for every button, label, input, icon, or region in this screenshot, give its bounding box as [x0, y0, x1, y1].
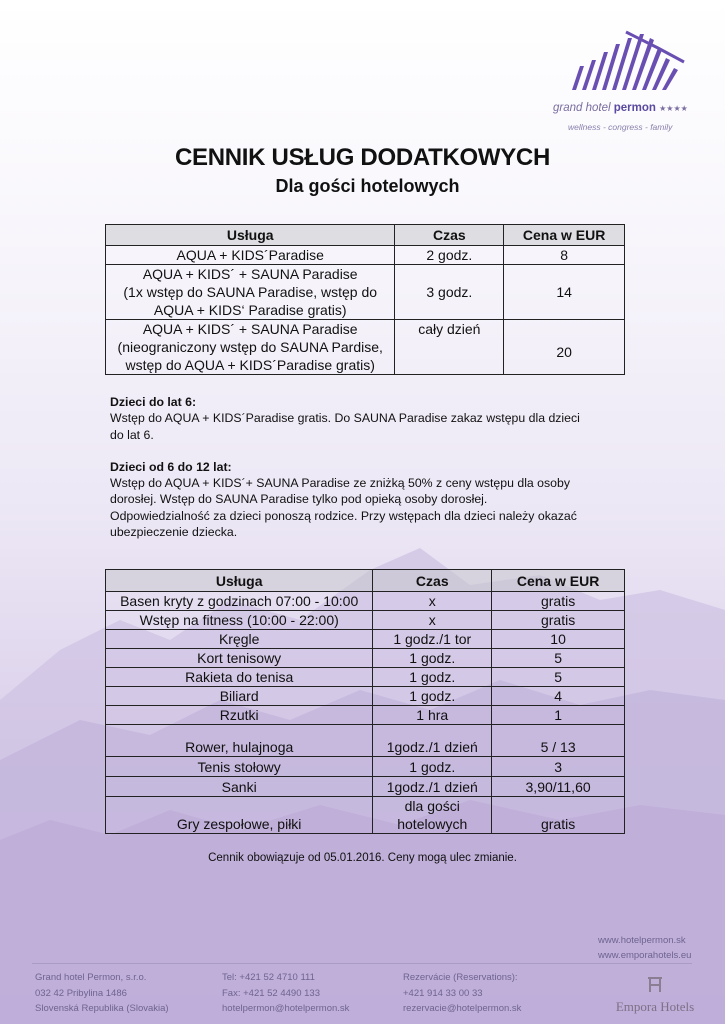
- footer-line: Grand hotel Permon, s.r.o.: [35, 972, 147, 983]
- time-cell: 1 godz./1 tor: [373, 630, 492, 649]
- time-cell: 1godz./1 dzień: [373, 725, 492, 757]
- table-row: [106, 725, 625, 757]
- service-cell: Rakieta do tenisa: [106, 668, 373, 687]
- time-cell: 1 hra: [373, 706, 492, 725]
- header-price: Cena w EUR: [504, 225, 625, 246]
- website-link[interactable]: www.emporahotels.eu: [598, 950, 692, 961]
- time-cell: [373, 797, 492, 834]
- table-header-row: [106, 225, 625, 246]
- hotel-tagline: wellness - congress - family: [568, 122, 673, 132]
- kids-under-6-heading: Dzieci do lat 6:: [110, 395, 197, 409]
- service-line: (1x wstęp do SAUNA Paradise, wstęp do: [123, 284, 378, 300]
- empora-mark-icon: [645, 976, 665, 994]
- footer-websites: [598, 933, 691, 963]
- table-header-row: [106, 570, 625, 592]
- header-time: Czas: [373, 570, 492, 592]
- table-row: [106, 668, 625, 687]
- footer-reservations: [403, 970, 521, 1017]
- table-row: [106, 246, 625, 265]
- service-cell: [106, 320, 395, 375]
- service-cell: Kręgle: [106, 630, 373, 649]
- footer-company: [35, 970, 169, 1017]
- table-row: [106, 797, 625, 834]
- time-cell: 1godz./1 dzień: [373, 777, 492, 797]
- time-cell: 1 godz.: [373, 757, 492, 777]
- price-cell: 4: [492, 687, 625, 706]
- table-row: [106, 265, 625, 320]
- note-line: Odpowiedzialność za dzieci ponoszą rodzice. Przy wstępach dla dzieci należy okazać: [110, 508, 577, 523]
- service-line: AQUA + KIDS´ + SAUNA Paradise: [142, 321, 358, 337]
- time-cell: 1 godz.: [373, 687, 492, 706]
- note-line: ubezpieczenie dziecka.: [110, 525, 238, 540]
- note-line: dorosłej. Wstęp do SAUNA Paradise tylko pod opieką osoby dorosłej.: [110, 492, 488, 507]
- email-link[interactable]: hotelpermon@hotelpermon.sk: [222, 1003, 350, 1014]
- footer-contact: [222, 970, 349, 1017]
- service-cell: Basen kryty z godzinach 07:00 - 10:00: [106, 592, 373, 611]
- time-cell: 1 godz.: [373, 649, 492, 668]
- table-row: [106, 649, 625, 668]
- price-cell: 3,90/11,60: [492, 777, 625, 797]
- price-cell: 20: [504, 320, 625, 375]
- time-cell: x: [373, 592, 492, 611]
- service-line: AQUA + KIDS‘ Paradise gratis): [153, 302, 347, 318]
- service-cell: Rzutki: [106, 706, 373, 725]
- price-cell: 1: [492, 706, 625, 725]
- price-cell: 8: [504, 246, 625, 265]
- service-line: AQUA + KIDS´ + SAUNA Paradise: [142, 266, 358, 282]
- price-cell: gratis: [492, 611, 625, 630]
- footer-line: Slovenská Republika (Slovakia): [35, 1003, 169, 1014]
- table-row: [106, 320, 625, 375]
- time-cell: 2 godz.: [395, 246, 504, 265]
- service-cell: Sanki: [106, 777, 373, 797]
- time-cell: cały dzień: [395, 320, 504, 375]
- footer-line: 032 42 Pribylina 1486: [35, 987, 127, 999]
- website-link[interactable]: www.hotelpermon.sk: [598, 935, 686, 946]
- table-row: [106, 611, 625, 630]
- price-cell: 10: [492, 630, 625, 649]
- note-line: Wstęp do AQUA + KIDS´+ SAUNA Paradise ze zniżką 50% z ceny wstępu dla osoby: [110, 476, 570, 491]
- time-cell: 1 godz.: [373, 668, 492, 687]
- services-price-table: [105, 569, 625, 834]
- service-cell: Rower, hulajnoga: [106, 725, 373, 757]
- aqua-price-table: [105, 224, 625, 375]
- service-line: (nieograniczony wstęp do SAUNA Pardise,: [117, 339, 383, 355]
- service-cell: AQUA + KIDS´Paradise: [106, 246, 395, 265]
- header-price: Cena w EUR: [492, 570, 625, 592]
- email-link[interactable]: rezervacie@hotelpermon.sk: [403, 1003, 522, 1014]
- service-cell: Biliard: [106, 687, 373, 706]
- service-cell: Kort tenisowy: [106, 649, 373, 668]
- note-line: Wstęp do AQUA + KIDS´Paradise gratis. Do SAUNA Paradise zakaz wstępu dla dzieci: [110, 411, 580, 426]
- table-row: [106, 777, 625, 797]
- empora-logo: [610, 976, 700, 1015]
- time-line: dla gości: [404, 798, 460, 814]
- note-line: do lat 6.: [110, 427, 154, 442]
- empora-brand: Empora Hotels: [615, 999, 695, 1014]
- table-row: [106, 687, 625, 706]
- service-cell: Gry zespołowe, piłki: [106, 797, 373, 834]
- kids-6-12-heading: Dzieci od 6 do 12 lat:: [110, 459, 232, 474]
- price-cell: 5: [492, 668, 625, 687]
- footer-line: Tel: +421 52 4710 111: [222, 972, 315, 983]
- price-cell: 14: [504, 265, 625, 320]
- page-subtitle: Dla gości hotelowych: [275, 176, 460, 196]
- table-row: [106, 592, 625, 611]
- validity-note: Cennik obowiązuje od 05.01.2016. Ceny mogą ulec zmianie.: [208, 852, 517, 864]
- footer-line: +421 914 33 00 33: [403, 987, 483, 999]
- service-line: wstęp do AQUA + KIDS´Paradise gratis): [125, 357, 375, 373]
- price-cell: gratis: [492, 797, 625, 834]
- header-time: Czas: [395, 225, 504, 246]
- hotel-logo: [548, 28, 708, 138]
- table-row: [106, 630, 625, 649]
- page-title: CENNIK USŁUG DODATKOWYCH: [174, 144, 550, 171]
- service-cell: Wstęp na fitness (10:00 - 22:00): [106, 611, 373, 630]
- header-service: Usługa: [106, 225, 395, 246]
- table-row: [106, 757, 625, 777]
- time-line: hotelowych: [397, 816, 468, 832]
- hotel-name: grand hotel permon ★★★★: [553, 102, 688, 114]
- service-cell: [106, 265, 395, 320]
- price-cell: 5 / 13: [492, 725, 625, 757]
- footer-line: Rezervácie (Reservations):: [403, 972, 518, 983]
- price-cell: 5: [492, 649, 625, 668]
- price-cell: gratis: [492, 592, 625, 611]
- price-cell: 3: [492, 757, 625, 777]
- footer-divider: [32, 963, 692, 964]
- table-row: [106, 706, 625, 725]
- service-cell: Tenis stołowy: [106, 757, 373, 777]
- header-service: Usługa: [106, 570, 373, 592]
- time-cell: x: [373, 611, 492, 630]
- mountain-stripes-icon: [570, 28, 690, 92]
- footer-line: Fax: +421 52 4490 133: [222, 987, 320, 999]
- time-cell: 3 godz.: [395, 265, 504, 320]
- children-notes: [110, 394, 630, 540]
